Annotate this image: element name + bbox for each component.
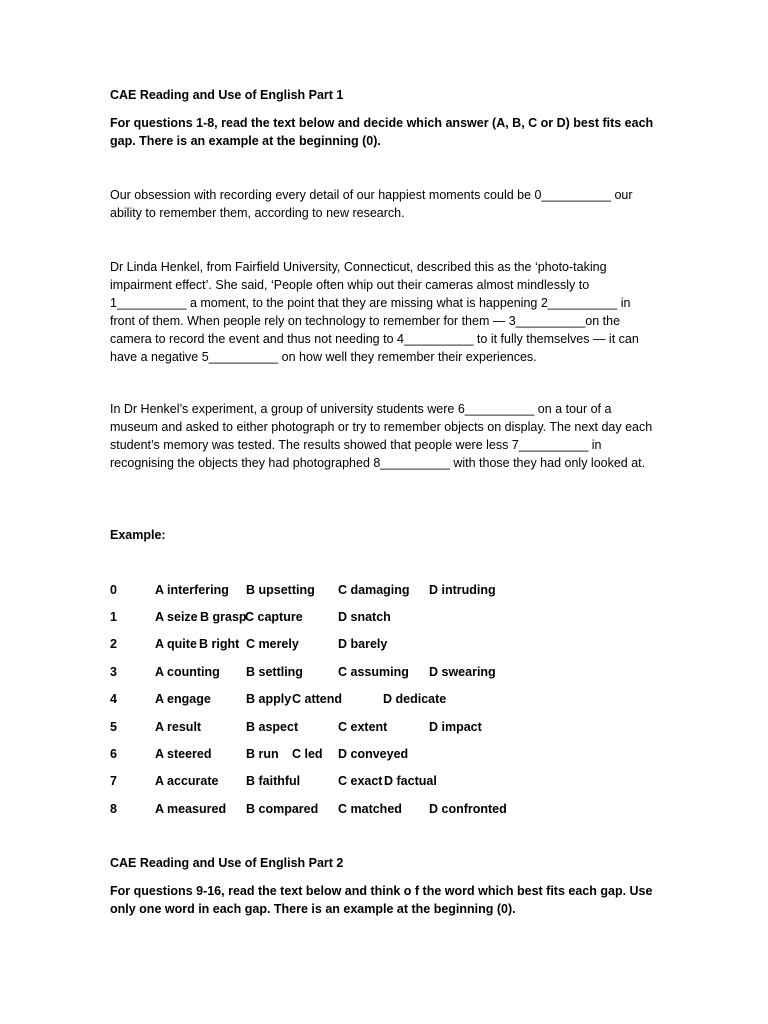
- option-d: D barely: [338, 637, 388, 651]
- option-c: C attend: [292, 692, 342, 706]
- option-number: 6: [110, 747, 117, 761]
- option-number: 4: [110, 692, 117, 706]
- option-c: C assuming: [338, 665, 409, 679]
- option-a: A seize: [155, 610, 198, 624]
- option-b: B compared: [246, 802, 319, 816]
- paragraph-2: Dr Linda Henkel, from Fairfield University, Connecticut, described this as the ‘photo-taking impairment effect’. She said, ‘People often whip out their cameras almost mindlessly to 1__________ a moment, to the point that they are missing what is happening 2__________ in front of them. When people rely on technology to remember for them — 3__________on the camera to record the event and thus not needing to 4__________ to it fully themselves — it can have a negative 5__________ on how well they remember their experiences.: [110, 260, 639, 364]
- option-b: B right: [199, 637, 240, 651]
- option-a: A engage: [155, 692, 211, 706]
- part1-title: CAE Reading and Use of English Part 1: [110, 88, 344, 102]
- option-d: D snatch: [338, 610, 391, 624]
- option-b: B faithful: [246, 774, 301, 788]
- option-b: B apply: [246, 692, 292, 706]
- option-d: D conveyed: [338, 747, 409, 761]
- paragraph-1: Our obsession with recording every detail of our happiest moments could be 0__________ our ability to remember them, according to new research.: [110, 188, 633, 220]
- option-number: 1: [110, 610, 117, 624]
- option-d: D dedicate: [383, 692, 447, 706]
- option-a: A result: [155, 720, 202, 734]
- option-a: A quite: [155, 637, 197, 651]
- option-c: C led: [292, 747, 323, 761]
- option-d: D confronted: [429, 802, 507, 816]
- option-b: B upsetting: [246, 583, 315, 597]
- part2-title: CAE Reading and Use of English Part 2: [110, 856, 344, 870]
- option-number: 3: [110, 665, 117, 679]
- part1-instructions: For questions 1-8, read the text below and decide which answer (A, B, C or D) best fits each gap. There is an example at the beginning (0).: [110, 116, 654, 148]
- option-c: C matched: [338, 802, 402, 816]
- option-c: C exact: [338, 774, 383, 788]
- option-number: 7: [110, 774, 117, 788]
- example-label: Example:: [110, 528, 166, 542]
- option-b: B aspect: [246, 720, 299, 734]
- option-b: B grasp: [200, 610, 247, 624]
- option-a: A interfering: [155, 583, 229, 597]
- option-d: D intruding: [429, 583, 496, 597]
- part2-instructions: For questions 9-16, read the text below and think o f the word which best fits each gap. Use only one word in each gap. There is an example at the beginning (0).: [110, 884, 653, 916]
- option-number: 2: [110, 637, 117, 651]
- option-number: 8: [110, 802, 117, 816]
- option-c: C extent: [338, 720, 388, 734]
- option-d: D factual: [384, 774, 437, 788]
- option-b: B settling: [246, 665, 303, 679]
- option-c: C merely: [246, 637, 299, 651]
- option-a: A steered: [155, 747, 212, 761]
- option-number: 5: [110, 720, 117, 734]
- option-d: D impact: [429, 720, 482, 734]
- option-a: A accurate: [155, 774, 219, 788]
- option-c: C damaging: [338, 583, 410, 597]
- option-c: C capture: [245, 610, 303, 624]
- option-a: A measured: [155, 802, 227, 816]
- option-a: A counting: [155, 665, 220, 679]
- paragraph-3: In Dr Henkel’s experiment, a group of university students were 6__________ on a tour of a museum and asked to either photograph or try to remember objects on display. The next day each student’s memory was tested. The results showed that people were less 7__________ in recognising the objects they had photographed 8__________ with those they had only looked at.: [110, 402, 653, 470]
- option-d: D swearing: [429, 665, 496, 679]
- option-b: B run: [246, 747, 279, 761]
- option-number: 0: [110, 583, 117, 597]
